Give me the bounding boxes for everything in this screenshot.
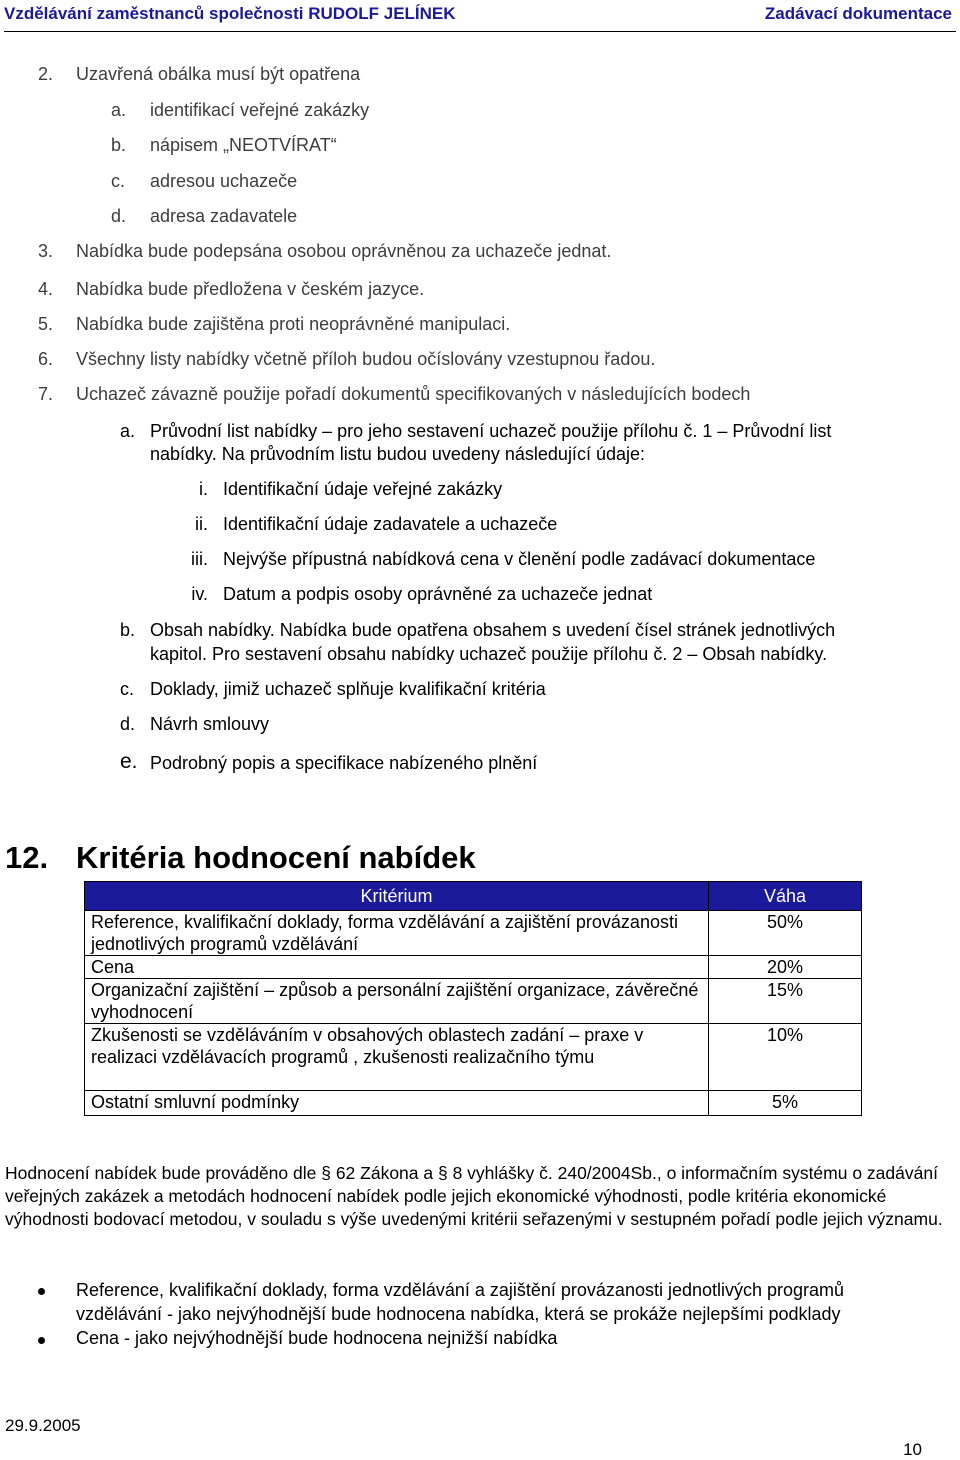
section-number: 12.	[5, 840, 49, 875]
header-weight: Váha	[709, 882, 862, 911]
table-row	[85, 1024, 862, 1091]
list-marker: 3.	[38, 241, 54, 261]
footer-date: 29.9.2005	[5, 1416, 81, 1435]
list-item: Podrobný popis a specifikace nabízeného plnění	[150, 753, 538, 773]
roman-marker: iii.	[191, 549, 208, 569]
bullet-icon	[38, 1337, 45, 1344]
list-marker: e.	[120, 750, 138, 773]
list-item: Nabídka bude zajištěna proti neoprávněné manipulaci.	[76, 314, 511, 334]
list-item: adresa zadavatele	[150, 206, 298, 226]
list-marker: a.	[120, 421, 136, 441]
list-item-continuation: kapitol. Pro sestavení obsahu nabídky uchazeč použije přílohu č. 2 – Obsah nabídky.	[150, 644, 828, 664]
list-item: adresou uchazeče	[150, 171, 298, 191]
list-item-continuation: nabídky. Na průvodním listu budou uvedeny následující údaje:	[150, 444, 645, 464]
list-item: Uchazeč závazně použije pořadí dokumentů specifikovaných v následujících bodech	[76, 384, 751, 404]
roman-item: Identifikační údaje zadavatele a uchazeče	[223, 514, 558, 534]
list-marker: 6.	[38, 349, 54, 369]
bullet-icon	[38, 1288, 45, 1295]
list-item: Obsah nabídky. Nabídka bude opatřena obsahem s uvedení čísel stránek jednotlivých	[150, 620, 836, 640]
list-item: Návrh smlouvy	[150, 714, 270, 734]
table-header-row	[85, 882, 862, 911]
list-item: Průvodní list nabídky – pro jeho sestavení uchazeč použije přílohu č. 1 – Průvodní list	[150, 421, 832, 441]
weight-cell: 5%	[709, 1091, 862, 1116]
table-row	[85, 911, 862, 956]
list-marker: b.	[120, 620, 136, 640]
evaluation-paragraph: Hodnocení nabídek bude prováděno dle § 62 Zákona a § 8 vyhlášky č. 240/2004Sb., o informačním systému o zadávání veřejných zakázek a metodách hodnocení nabídek podle jejich ekonomické výhodnosti, podle kritéria ekonomické výhodnosti bodovací metodou, v souladu s výše uvedenými kritérii seřazenými v sestupném pořadí podle jejich významu.	[5, 1163, 943, 1229]
list-item: Nabídka bude předložena v českém jazyce.	[76, 279, 425, 299]
list-marker: b.	[111, 135, 127, 155]
page-number: 10	[903, 1440, 922, 1459]
criterion-cell: Reference, kvalifikační doklady, forma vzdělávání a zajištění provázanosti jednotlivých programů vzdělávání	[85, 911, 709, 956]
list-item: identifikací veřejné zakázky	[150, 100, 370, 120]
list-marker: a.	[111, 100, 127, 120]
bullet-item: Cena - jako nejvýhodnější bude hodnocena nejnižší nabídka	[76, 1328, 558, 1348]
weight-cell: 15%	[709, 979, 862, 1024]
list-marker: c.	[120, 679, 135, 699]
roman-marker: iv.	[191, 584, 208, 604]
header-criterion: Kritérium	[85, 882, 709, 911]
bullet-item-continuation: vzdělávání - jako nejvýhodnější bude hodnocena nabídka, která se prokáže nejlepšími podklady	[76, 1304, 841, 1324]
roman-item: Nejvýše přípustná nabídková cena v členění podle zadávací dokumentace	[223, 549, 816, 569]
list-item: Nabídka bude podepsána osobou oprávněnou za uchazeče jednat.	[76, 241, 612, 261]
bullet-item: Reference, kvalifikační doklady, forma vzdělávání a zajištění provázanosti jednotlivých programů	[76, 1280, 845, 1300]
table-row	[85, 1091, 862, 1116]
table-row	[85, 956, 862, 979]
list-marker: 4.	[38, 279, 54, 299]
list-item: Uzavřená obálka musí být opatřena	[76, 64, 361, 84]
list-item: nápisem „NEOTVÍRAT“	[150, 135, 337, 155]
list-marker: d.	[120, 714, 136, 734]
header-divider	[4, 31, 956, 32]
header-doc-type: Zadávací dokumentace	[764, 4, 952, 23]
criterion-cell: Cena	[85, 956, 709, 979]
roman-marker: ii.	[195, 514, 208, 534]
weight-cell: 20%	[709, 956, 862, 979]
criteria-table	[84, 881, 862, 1116]
list-marker: 5.	[38, 314, 54, 334]
section-title: Kritéria hodnocení nabídek	[76, 840, 476, 875]
criterion-cell: Ostatní smluvní podmínky	[85, 1091, 709, 1116]
list-item: Doklady, jimiž uchazeč splňuje kvalifikační kritéria	[150, 679, 546, 699]
table-row	[85, 979, 862, 1024]
list-marker: 2.	[38, 64, 54, 84]
list-item: Všechny listy nabídky včetně příloh budou očíslovány vzestupnou řadou.	[76, 349, 656, 369]
criterion-cell: Zkušenosti se vzděláváním v obsahových oblastech zadání – praxe v realizaci vzdělávacích programů , zkušenosti realizačního týmu	[85, 1024, 709, 1091]
roman-item: Datum a podpis osoby oprávněné za uchazeče jednat	[223, 584, 653, 604]
list-marker: c.	[111, 171, 126, 191]
weight-cell: 10%	[709, 1024, 862, 1091]
list-marker: d.	[111, 206, 127, 226]
roman-item: Identifikační údaje veřejné zakázky	[223, 479, 503, 499]
criterion-cell: Organizační zajištění – způsob a personální zajištění organizace, závěrečné vyhodnocení	[85, 979, 709, 1024]
weight-cell: 50%	[709, 911, 862, 956]
header-title: Vzdělávání zaměstnanců společnosti RUDOLF JELÍNEK	[4, 4, 456, 23]
roman-marker: i.	[199, 479, 208, 499]
list-marker: 7.	[38, 384, 54, 404]
